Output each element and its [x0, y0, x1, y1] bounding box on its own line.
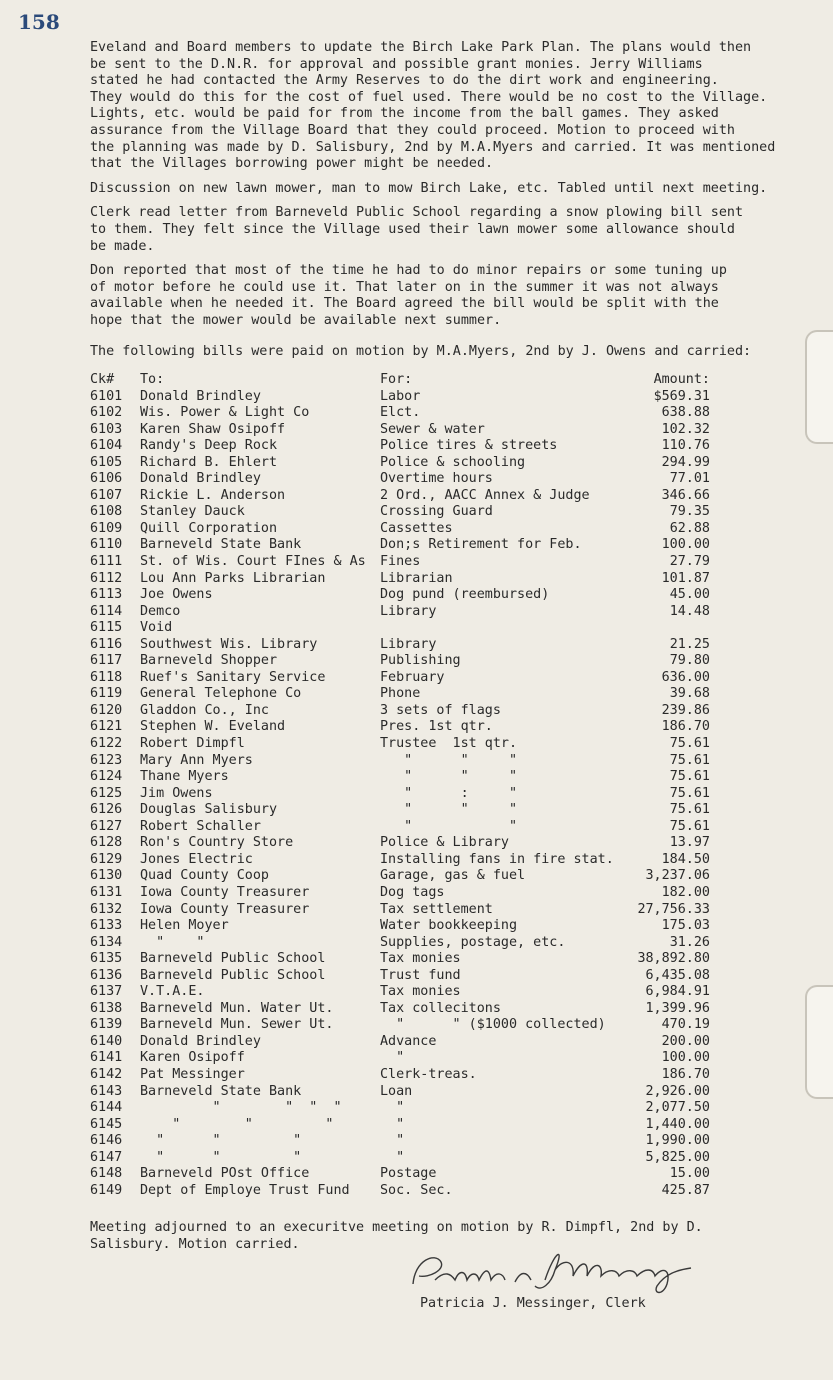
bill-amount: 77.01	[669, 471, 710, 487]
bill-amount: 1,990.00	[645, 1133, 710, 1149]
table-row	[90, 455, 710, 472]
bill-payee: Iowa County Treasurer	[140, 884, 310, 900]
bill-check-number: 6140	[90, 1033, 123, 1049]
bill-payee: Stephen W. Eveland	[140, 719, 286, 735]
bill-payee: Barneveld POst Office	[140, 1166, 310, 1182]
table-row	[90, 951, 710, 968]
bill-purpose: Elct.	[380, 405, 421, 421]
bill-check-number: 6144	[90, 1100, 123, 1116]
bill-purpose: Trust fund	[380, 967, 461, 983]
bill-amount: 45.00	[669, 587, 710, 603]
bill-check-number: 6120	[90, 702, 123, 718]
bill-payee: " " " "	[140, 1100, 342, 1116]
bill-amount: 15.00	[669, 1166, 710, 1182]
bill-payee: Ron's Country Store	[140, 835, 294, 851]
bill-amount: 39.68	[669, 686, 710, 702]
table-row	[90, 968, 710, 985]
bill-amount: 5,825.00	[645, 1149, 710, 1165]
bill-purpose: Trustee 1st qtr.	[380, 736, 518, 752]
table-row	[90, 918, 710, 935]
table-row	[90, 405, 710, 422]
bill-check-number: 6125	[90, 785, 123, 801]
bill-check-number: 6109	[90, 520, 123, 536]
bill-payee: General Telephone Co	[140, 686, 302, 702]
bill-purpose: Don;s Retirement for Feb.	[380, 537, 582, 553]
table-row	[90, 1067, 710, 1084]
clerk-name: Patricia J. Messinger, Clerk	[420, 1296, 646, 1311]
bill-check-number: 6113	[90, 587, 123, 603]
bill-payee: Southwest Wis. Library	[140, 636, 318, 652]
bill-payee: Barneveld State Bank	[140, 537, 302, 553]
paragraph-park-plan: Eveland and Board members to update the Birch Lake Park Plan. The plans would then be sent to the D.N.R. for approval and possible grant monies. Jerry Williams stated he had contacted the Army Reserves to do the dirt work and engineering. They would do this for the cost of fuel used. There would be no cost to the Village. Lights, etc. would be paid for from the income from the ball games. They asked assurance from the Village Board that they could proceed. Motion to proceed with the planning was made by D. Salisbury, 2nd by M.A.Myers and carried. It was mentioned that the Villages borrowing power might be needed.	[90, 40, 776, 172]
bill-amount: 79.35	[669, 504, 710, 520]
header-for: For:	[380, 372, 413, 387]
bill-payee: Joe Owens	[140, 587, 213, 603]
bill-amount: 200.00	[661, 1033, 710, 1049]
bill-purpose: Tax collecitons	[380, 1000, 501, 1016]
bill-purpose: Overtime hours	[380, 471, 493, 487]
paragraph-bills-motion: The following bills were paid on motion by M.A.Myers, 2nd by J. Owens and carried:	[90, 343, 752, 359]
table-row	[90, 587, 710, 604]
table-row	[90, 753, 710, 770]
bill-payee: Donald Brindley	[140, 471, 261, 487]
bill-check-number: 6118	[90, 669, 123, 685]
bill-purpose: Loan	[380, 1083, 413, 1099]
bill-amount: 2,926.00	[645, 1083, 710, 1099]
bill-amount: 102.32	[661, 421, 710, 437]
bill-check-number: 6119	[90, 686, 123, 702]
bill-payee: Lou Ann Parks Librarian	[140, 570, 326, 586]
bill-check-number: 6135	[90, 951, 123, 967]
bill-amount: 294.99	[661, 454, 710, 470]
table-row	[90, 471, 710, 488]
table-row	[90, 1084, 710, 1101]
bill-check-number: 6142	[90, 1066, 123, 1082]
bill-amount: 62.88	[669, 520, 710, 536]
bill-purpose: "	[380, 1149, 405, 1165]
bill-amount: 3,237.06	[645, 868, 710, 884]
bill-amount: 75.61	[669, 736, 710, 752]
bill-payee: Richard B. Ehlert	[140, 454, 278, 470]
bill-amount: 31.26	[669, 934, 710, 950]
bill-purpose: Tax monies	[380, 951, 461, 967]
table-row	[90, 1017, 710, 1034]
bill-check-number: 6129	[90, 851, 123, 867]
bill-check-number: 6134	[90, 934, 123, 950]
bill-purpose: 2 Ord., AACC Annex & Judge	[380, 487, 590, 503]
bill-payee: Jim Owens	[140, 785, 213, 801]
bill-purpose: Dog pund (reembursed)	[380, 587, 550, 603]
table-row	[90, 504, 710, 521]
bill-payee: Thane Myers	[140, 769, 229, 785]
table-row	[90, 885, 710, 902]
bill-purpose	[380, 620, 610, 637]
table-row	[90, 819, 710, 836]
bill-check-number: 6105	[90, 454, 123, 470]
binder-tab-lower	[805, 985, 833, 1099]
bill-amount: 239.86	[661, 702, 710, 718]
bill-payee: Pat Messinger	[140, 1066, 245, 1082]
bill-payee: Stanley Dauck	[140, 504, 245, 520]
bill-check-number: 6131	[90, 884, 123, 900]
table-row	[90, 521, 710, 538]
bill-payee: Quill Corporation	[140, 520, 278, 536]
table-row	[90, 1150, 710, 1167]
table-row	[90, 835, 710, 852]
bill-purpose: 3 sets of flags	[380, 702, 501, 718]
table-row	[90, 719, 710, 736]
bill-payee: Robert Dimpfl	[140, 736, 245, 752]
bill-amount: 186.70	[661, 1066, 710, 1082]
bill-purpose: Publishing	[380, 653, 461, 669]
bill-purpose: Soc. Sec.	[380, 1182, 453, 1198]
table-row	[90, 554, 710, 571]
bill-purpose: Library	[380, 636, 437, 652]
table-row	[90, 786, 710, 803]
bill-amount: 100.00	[661, 537, 710, 553]
bill-payee: " "	[140, 934, 205, 950]
table-row	[90, 769, 710, 786]
bill-check-number: 6127	[90, 818, 123, 834]
bill-purpose: "	[380, 1116, 405, 1132]
bill-payee: Barneveld Public School	[140, 951, 326, 967]
table-row	[90, 670, 710, 687]
bill-amount: 27,756.33	[637, 901, 710, 917]
bill-purpose: Pres. 1st qtr.	[380, 719, 493, 735]
bill-check-number: 6115	[90, 620, 123, 636]
bill-payee: Karen Osipoff	[140, 1050, 245, 1066]
bill-purpose: " "	[380, 818, 518, 834]
bill-purpose: Labor	[380, 388, 421, 404]
bill-payee: Barneveld Public School	[140, 967, 326, 983]
bill-check-number: 6124	[90, 769, 123, 785]
table-row	[90, 604, 710, 621]
bill-purpose: " " "	[380, 802, 518, 818]
bill-payee: Mary Ann Myers	[140, 752, 253, 768]
bill-payee: " " "	[140, 1116, 334, 1132]
bill-purpose: Library	[380, 603, 437, 619]
bill-amount: 184.50	[661, 851, 710, 867]
table-row	[90, 984, 710, 1001]
bill-check-number: 6107	[90, 487, 123, 503]
bill-amount: 75.61	[669, 802, 710, 818]
bill-payee: Quad County Coop	[140, 868, 269, 884]
bill-amount: 13.97	[669, 835, 710, 851]
bill-amount: 79.80	[669, 653, 710, 669]
bill-amount: 110.76	[661, 438, 710, 454]
bill-check-number: 6143	[90, 1083, 123, 1099]
bill-check-number: 6112	[90, 570, 123, 586]
table-row	[90, 571, 710, 588]
bill-purpose: " " "	[380, 752, 518, 768]
bill-amount: 346.66	[661, 487, 710, 503]
bill-check-number: 6145	[90, 1116, 123, 1132]
bill-payee: Robert Schaller	[140, 818, 261, 834]
bill-amount: 75.61	[669, 769, 710, 785]
minutes-text	[90, 40, 810, 368]
table-row	[90, 620, 710, 637]
paragraph-lawn-mower: Discussion on new lawn mower, man to mow Birch Lake, etc. Tabled until next meeting.	[90, 180, 768, 196]
table-row	[90, 1183, 710, 1200]
table-row	[90, 686, 710, 703]
paragraph-mower-repairs: Don reported that most of the time he had to do minor repairs or some tuning up of motor before he could use it. That later on in the summer it was not always available when he needed it. The Board agreed the bill would be split with the hope that the mower would be available next summer.	[90, 263, 727, 328]
bill-payee: Rickie L. Anderson	[140, 487, 286, 503]
bill-check-number: 6114	[90, 603, 123, 619]
bill-payee: Barneveld Shopper	[140, 653, 278, 669]
header-amount: Amount:	[653, 372, 710, 387]
table-row	[90, 1050, 710, 1067]
bill-payee: Dept of Employe Trust Fund	[140, 1182, 350, 1198]
bill-amount: 21.25	[669, 636, 710, 652]
bill-purpose: Police tires & streets	[380, 438, 558, 454]
table-row	[90, 935, 710, 952]
bill-check-number: 6102	[90, 405, 123, 421]
bill-purpose: Librarian	[380, 570, 453, 586]
binder-tab-upper	[805, 330, 833, 444]
bill-payee: Demco	[140, 603, 181, 619]
bill-amount: 27.79	[669, 554, 710, 570]
bill-purpose: Water bookkeeping	[380, 918, 518, 934]
bill-check-number: 6147	[90, 1149, 123, 1165]
bill-amount: 1,440.00	[645, 1116, 710, 1132]
bills-table	[90, 372, 710, 1199]
table-row	[90, 1133, 710, 1150]
bill-payee: Jones Electric	[140, 851, 253, 867]
bill-amount	[610, 620, 710, 637]
bill-payee: Helen Moyer	[140, 918, 229, 934]
bill-amount: 38,892.80	[637, 951, 710, 967]
bill-payee: V.T.A.E.	[140, 984, 205, 1000]
bill-check-number: 6117	[90, 653, 123, 669]
bill-purpose: " : "	[380, 785, 518, 801]
bill-payee: Donald Brindley	[140, 1033, 261, 1049]
bill-amount: 175.03	[661, 918, 710, 934]
bill-purpose: Clerk-treas.	[380, 1066, 477, 1082]
bill-check-number: 6123	[90, 752, 123, 768]
table-row	[90, 1001, 710, 1018]
bill-purpose: Supplies, postage, etc.	[380, 934, 566, 950]
bill-payee: Douglas Salisbury	[140, 802, 278, 818]
clerk-signature	[405, 1240, 705, 1300]
table-row	[90, 537, 710, 554]
closing-text: Meeting adjourned to an execuritve meeting on motion by R. Dimpfl, 2nd by D. Salisbury. Motion carried.	[90, 1220, 703, 1252]
table-row	[90, 653, 710, 670]
table-row	[90, 736, 710, 753]
bill-amount: 101.87	[661, 570, 710, 586]
bill-payee: Karen Shaw Osipoff	[140, 421, 286, 437]
bill-payee: " " "	[140, 1133, 302, 1149]
bill-check-number: 6104	[90, 438, 123, 454]
bill-check-number: 6121	[90, 719, 123, 735]
bills-header-row	[90, 372, 710, 389]
table-row	[90, 488, 710, 505]
bill-payee: Barneveld Mun. Water Ut.	[140, 1000, 334, 1016]
bill-purpose: "	[380, 1133, 405, 1149]
bill-amount: 14.48	[669, 603, 710, 619]
paragraph-school-letter: Clerk read letter from Barneveld Public School regarding a snow plowing bill sent to them. They felt since the Village used their lawn mower some allowance should be made.	[90, 205, 744, 254]
bill-purpose: " " ($1000 collected)	[380, 1017, 606, 1033]
bill-check-number: 6149	[90, 1182, 123, 1198]
bill-amount: 6,435.08	[645, 967, 710, 983]
page-number: 158	[18, 10, 60, 34]
table-row	[90, 868, 710, 885]
bill-payee: Randy's Deep Rock	[140, 438, 278, 454]
bill-amount: 1,399.96	[645, 1000, 710, 1016]
bill-amount: $569.31	[653, 388, 710, 404]
bill-payee: Wis. Power & Light Co	[140, 405, 310, 421]
bill-amount: 636.00	[661, 669, 710, 685]
bill-check-number: 6101	[90, 388, 123, 404]
bill-purpose: Garage, gas & fuel	[380, 868, 526, 884]
bill-purpose: Installing fans in fire stat.	[380, 851, 614, 867]
bill-purpose: Police & Library	[380, 835, 509, 851]
bill-amount: 6,984.91	[645, 984, 710, 1000]
bill-amount: 638.88	[661, 405, 710, 421]
bill-amount: 75.61	[669, 752, 710, 768]
bill-purpose: Crossing Guard	[380, 504, 493, 520]
bill-amount: 470.19	[661, 1017, 710, 1033]
bill-purpose: February	[380, 669, 445, 685]
bill-purpose: Advance	[380, 1033, 437, 1049]
bill-check-number: 6139	[90, 1017, 123, 1033]
bill-check-number: 6103	[90, 421, 123, 437]
bill-amount: 100.00	[661, 1050, 710, 1066]
bill-purpose: Tax settlement	[380, 901, 493, 917]
bill-payee: St. of Wis. Court FInes & As	[140, 554, 366, 570]
table-row	[90, 1117, 710, 1134]
bill-amount: 182.00	[661, 884, 710, 900]
bill-check-number: 6146	[90, 1133, 123, 1149]
bill-check-number: 6138	[90, 1000, 123, 1016]
table-row	[90, 637, 710, 654]
bill-check-number: 6106	[90, 471, 123, 487]
bill-purpose: "	[380, 1100, 405, 1116]
table-row	[90, 1100, 710, 1117]
bill-amount: 2,077.50	[645, 1100, 710, 1116]
bill-check-number: 6122	[90, 736, 123, 752]
table-row	[90, 438, 710, 455]
bill-check-number: 6128	[90, 835, 123, 851]
bill-check-number: 6130	[90, 868, 123, 884]
bill-purpose: Postage	[380, 1166, 437, 1182]
table-row	[90, 1166, 710, 1183]
bill-payee: Barneveld State Bank	[140, 1083, 302, 1099]
bill-check-number: 6110	[90, 537, 123, 553]
bill-purpose: Sewer & water	[380, 421, 485, 437]
bill-check-number: 6136	[90, 967, 123, 983]
bill-check-number: 6148	[90, 1166, 123, 1182]
bill-check-number: 6133	[90, 918, 123, 934]
bill-payee: Ruef's Sanitary Service	[140, 669, 326, 685]
table-row	[90, 1034, 710, 1051]
bill-payee: Iowa County Treasurer	[140, 901, 310, 917]
bill-purpose: Cassettes	[380, 520, 453, 536]
bill-payee: Barneveld Mun. Sewer Ut.	[140, 1017, 334, 1033]
bill-check-number: 6126	[90, 802, 123, 818]
bill-check-number: 6132	[90, 901, 123, 917]
bill-payee: Void	[140, 620, 173, 636]
bill-purpose: "	[380, 1050, 405, 1066]
bill-amount: 75.61	[669, 785, 710, 801]
bill-purpose: Fines	[380, 554, 421, 570]
bill-purpose: Phone	[380, 686, 421, 702]
bill-payee: Donald Brindley	[140, 388, 261, 404]
table-row	[90, 703, 710, 720]
bill-check-number: 6108	[90, 504, 123, 520]
bill-purpose: Dog tags	[380, 884, 445, 900]
bill-check-number: 6137	[90, 984, 123, 1000]
table-row	[90, 902, 710, 919]
bill-amount: 425.87	[661, 1182, 710, 1198]
bill-payee: " " "	[140, 1149, 302, 1165]
bill-purpose: " " "	[380, 769, 518, 785]
bill-amount: 75.61	[669, 818, 710, 834]
header-check-number: Ck#	[90, 372, 115, 387]
bill-payee: Gladdon Co., Inc	[140, 702, 269, 718]
table-row	[90, 852, 710, 869]
header-to: To:	[140, 372, 165, 387]
table-row	[90, 422, 710, 439]
table-row	[90, 802, 710, 819]
bill-purpose: Police & schooling	[380, 454, 526, 470]
bill-purpose: Tax monies	[380, 984, 461, 1000]
table-row	[90, 389, 710, 406]
bill-check-number: 6116	[90, 636, 123, 652]
bill-amount: 186.70	[661, 719, 710, 735]
bill-check-number: 6141	[90, 1050, 123, 1066]
bill-check-number: 6111	[90, 554, 123, 570]
